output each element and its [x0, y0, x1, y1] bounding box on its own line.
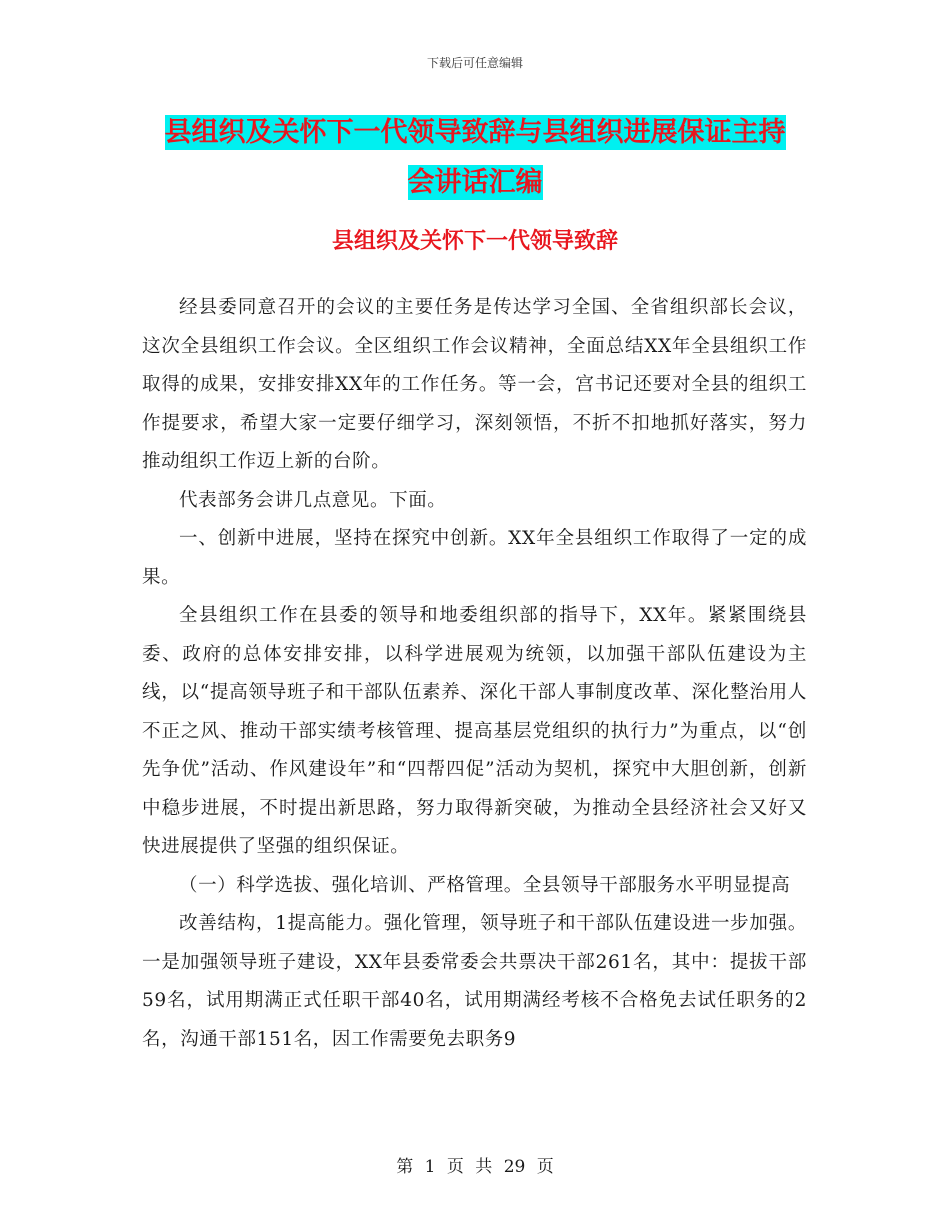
title-line-1: 县组织及关怀下一代领导致辞与县组织进展保证主持 — [164, 117, 786, 148]
document-title — [140, 108, 810, 208]
title-line-2: 会讲话汇编 — [407, 167, 543, 198]
paragraph: 改善结构，1提高能力。强化管理，领导班子和干部队伍建设进一步加强。一是加强领导班子建设，XX年县委常委会共票决干部261名，其中：提拔干部59名，试用期满正式任职干部40名，试用期满经考核不合格免去试任职务的2名，沟通干部151名，因工作需要免去职务9 — [142, 913, 807, 1050]
paragraph: 经县委同意召开的会议的主要任务是传达学习全国、全省组织部长会议，这次全县组织工作会议。全区组织工作会议精神，全面总结XX年全县组织工作取得的成果，安排安排XX年的工作任务。等一会，宫书记还要对全县的组织工作提要求，希望大家一定要仔细学习，深刻领悟，不折不扣地抓好落实，努力推动组织工作迈上新的台阶。 — [142, 297, 807, 472]
paragraph: （一）科学选拔、强化培训、严格管理。全县领导干部服务水平明显提高 — [179, 874, 791, 896]
header-note: 下载后可任意编辑 — [426, 56, 523, 70]
paragraph: 代表部务会讲几点意见。下面。 — [179, 489, 447, 511]
section-title: 县组织及关怀下一代领导致辞 — [331, 228, 618, 254]
page-number-footer: 第 1 页 共 29 页 — [396, 1157, 554, 1177]
paragraph: 一、创新中进展，坚持在探究中创新。XX年全县组织工作取得了一定的成果。 — [142, 528, 807, 588]
paragraph: 全县组织工作在县委的领导和地委组织部的指导下，XX年。紧紧围绕县委、政府的总体安排安排，以科学进展观为统领，以加强干部队伍建设为主线，以“提高领导班子和干部队伍素养、深化干部人事制度改革、深化整治用人不正之风、推动干部实绩考核管理、提高基层党组织的执行力”为重点，以“创先争优”活动、作风建设年”和“四帮四促”活动为契机，探究中大胆创新，创新中稳步进展，不时提出新思路，努力取得新突破，为推动全县经济社会又好又快进展提供了坚强的组织保证。 — [142, 605, 807, 857]
document-body — [142, 289, 807, 1059]
